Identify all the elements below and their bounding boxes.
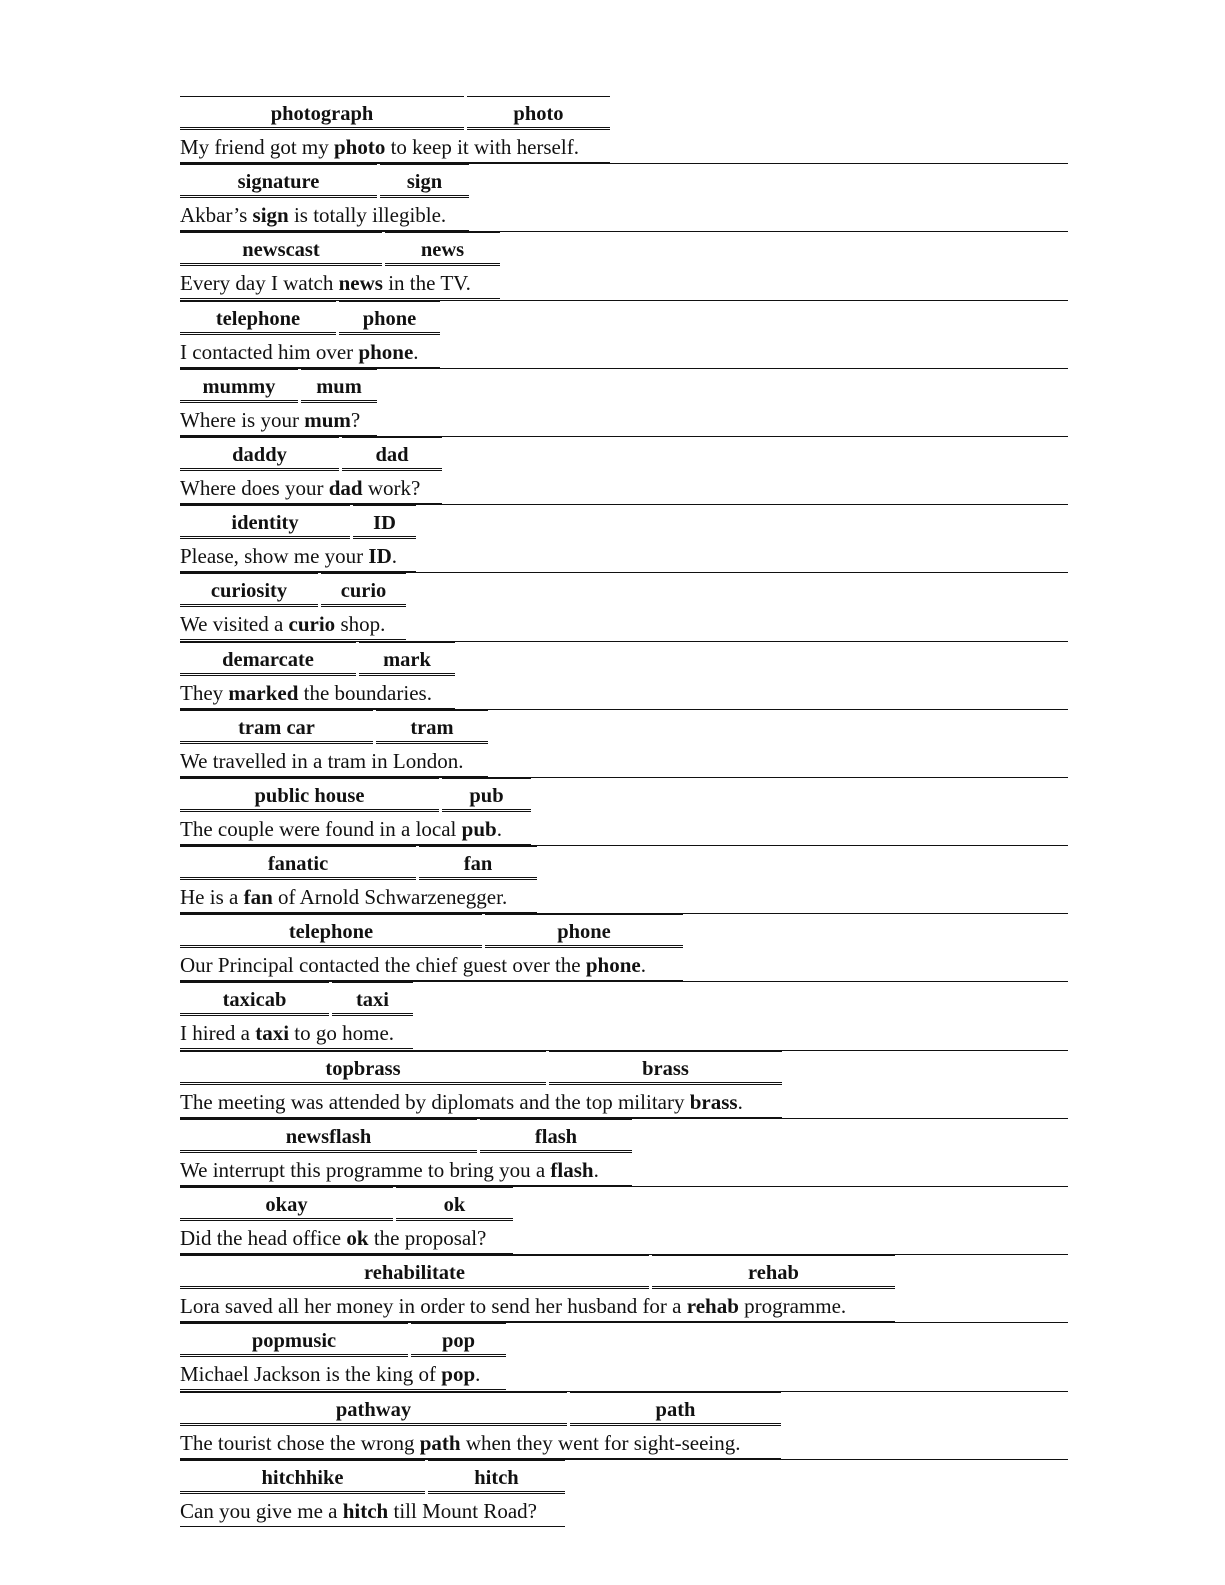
example-sentence: [180, 1494, 565, 1527]
sentence-text: Michael Jackson is the king of: [180, 1362, 442, 1387]
short-word: pub: [442, 778, 531, 812]
sentence-text: Every day I watch: [180, 271, 339, 296]
short-word: pop: [411, 1323, 506, 1357]
sentence-keyword: pop: [441, 1362, 476, 1387]
example-sentence: [180, 130, 610, 163]
sentence-text: Lora saved all her money in order to send her husband for a: [180, 1294, 687, 1319]
sentence-text: We travelled in a tram in London.: [180, 748, 464, 773]
word-entry: [180, 301, 1068, 369]
word-entry: [180, 1051, 1068, 1119]
word-entry: [180, 369, 1068, 437]
word-pair: [180, 710, 488, 744]
sentence-keyword: curio: [288, 612, 336, 637]
sentence-text: programme.: [738, 1294, 847, 1319]
sentence-text: We interrupt this programme to bring you a: [180, 1157, 551, 1182]
short-word: phone: [339, 301, 440, 335]
short-word: taxi: [332, 982, 413, 1016]
example-sentence: [180, 948, 683, 981]
short-word: path: [570, 1392, 781, 1426]
word-entry: [180, 1255, 1068, 1323]
sentence-text: when they went for sight-seeing.: [460, 1430, 741, 1455]
word-pair: [180, 232, 500, 266]
word-entry: [180, 1460, 1068, 1528]
sentence-text: .: [391, 544, 397, 569]
word-pair: [180, 1255, 895, 1289]
sentence-text: Please, show me your: [180, 544, 369, 569]
sentence-keyword: path: [419, 1430, 461, 1455]
short-word: fan: [419, 846, 537, 880]
sentence-keyword: mum: [304, 407, 351, 432]
full-word: mummy: [180, 369, 298, 403]
sentence-text: in the TV.: [382, 271, 471, 296]
sentence-keyword: flash: [550, 1157, 594, 1182]
sentence-text: Our Principal contacted the chief guest over the: [180, 953, 586, 978]
full-word: curiosity: [180, 573, 318, 607]
full-word: signature: [180, 164, 377, 198]
example-sentence: [180, 335, 440, 368]
example-sentence: [180, 880, 537, 913]
sentence-keyword: sign: [252, 203, 289, 228]
word-pair: [180, 573, 406, 607]
sentence-text: Where is your: [180, 407, 305, 432]
full-word: demarcate: [180, 642, 356, 676]
sentence-keyword: rehab: [686, 1294, 739, 1319]
word-pair: [180, 369, 377, 403]
sentence-keyword: fan: [243, 885, 273, 910]
sentence-text: .: [737, 1089, 743, 1114]
sentence-text: is totally illegible.: [288, 203, 447, 228]
example-sentence: [180, 744, 488, 777]
sentence-text: the proposal?: [368, 1226, 487, 1250]
short-word: brass: [549, 1051, 782, 1085]
sentence-keyword: hitch: [342, 1498, 389, 1523]
word-entry: [180, 1187, 1068, 1255]
example-sentence: [180, 1085, 782, 1118]
short-word: hitch: [428, 1460, 565, 1494]
sentence-text: till Mount Road?: [388, 1498, 537, 1523]
example-sentence: [180, 1289, 895, 1322]
word-pair: [180, 1460, 565, 1494]
full-word: telephone: [180, 914, 482, 948]
example-sentence: [180, 198, 469, 231]
full-word: tram car: [180, 710, 373, 744]
sentence-text: work?: [362, 475, 421, 500]
sentence-text: They: [180, 680, 229, 705]
sentence-text: .: [496, 816, 502, 841]
example-sentence: [180, 1357, 506, 1390]
example-sentence: [180, 812, 531, 845]
full-word: fanatic: [180, 846, 416, 880]
short-word: tram: [376, 710, 488, 744]
sentence-text: ?: [350, 407, 361, 432]
word-pair: [180, 505, 416, 539]
word-list: [180, 96, 1068, 1528]
word-entry: [180, 1392, 1068, 1460]
sentence-text: The meeting was attended by diplomats and the top military: [180, 1089, 690, 1114]
word-entry: [180, 1323, 1068, 1391]
word-entry: [180, 1119, 1068, 1187]
sentence-text: My friend got my: [180, 135, 334, 159]
sentence-text: the boundaries.: [298, 680, 432, 705]
short-word: dad: [342, 437, 442, 471]
word-pair: [180, 437, 442, 471]
short-word: phone: [485, 914, 683, 948]
short-word: mum: [301, 369, 377, 403]
short-word: curio: [321, 573, 406, 607]
sentence-text: I hired a: [180, 1021, 256, 1046]
full-word: topbrass: [180, 1051, 546, 1085]
full-word: daddy: [180, 437, 339, 471]
example-sentence: [180, 1016, 413, 1049]
sentence-text: shop.: [335, 612, 386, 637]
sentence-text: .: [475, 1362, 481, 1387]
sentence-keyword: pub: [461, 816, 497, 841]
word-pair: [180, 164, 469, 198]
short-word: sign: [380, 164, 469, 198]
sentence-text: .: [593, 1157, 599, 1182]
word-entry: [180, 505, 1068, 573]
full-word: taxicab: [180, 982, 329, 1016]
word-entry: [180, 778, 1068, 846]
full-word: hitchhike: [180, 1460, 425, 1494]
short-word: ok: [396, 1187, 513, 1221]
example-sentence: [180, 1221, 513, 1254]
sentence-text: Akbar’s: [180, 203, 253, 228]
example-sentence: [180, 471, 442, 504]
example-sentence: [180, 607, 406, 640]
sentence-keyword: photo: [333, 135, 386, 159]
word-pair: [180, 982, 413, 1016]
word-entry: [180, 96, 1068, 164]
sentence-text: .: [413, 339, 419, 364]
sentence-keyword: phone: [358, 339, 414, 364]
word-pair: [180, 1051, 782, 1085]
word-pair: [180, 301, 440, 335]
word-entry: [180, 642, 1068, 710]
short-word: photo: [467, 96, 610, 130]
sentence-text: .: [640, 953, 646, 978]
sentence-keyword: ID: [368, 544, 392, 569]
sentence-text: Did the head office: [180, 1226, 347, 1250]
short-word: flash: [480, 1119, 632, 1153]
full-word: identity: [180, 505, 350, 539]
short-word: mark: [359, 642, 455, 676]
word-pair: [180, 1392, 781, 1426]
sentence-text: of Arnold Schwarzenegger.: [272, 885, 508, 910]
short-word: news: [385, 232, 500, 266]
sentence-keyword: marked: [228, 680, 299, 705]
example-sentence: [180, 403, 377, 436]
word-pair: [180, 1187, 513, 1221]
sentence-keyword: brass: [689, 1089, 738, 1114]
word-entry: [180, 982, 1068, 1050]
sentence-text: The tourist chose the wrong: [180, 1430, 420, 1455]
sentence-text: Can you give me a: [180, 1498, 343, 1523]
full-word: popmusic: [180, 1323, 408, 1357]
example-sentence: [180, 1153, 632, 1186]
full-word: pathway: [180, 1392, 567, 1426]
sentence-keyword: news: [338, 271, 383, 296]
word-pair: [180, 846, 537, 880]
example-sentence: [180, 1426, 781, 1459]
word-pair: [180, 914, 683, 948]
word-entry: [180, 914, 1068, 982]
example-sentence: [180, 539, 416, 572]
word-entry: [180, 164, 1068, 232]
word-pair: [180, 96, 610, 130]
sentence-text: to keep it with herself.: [385, 135, 579, 159]
full-word: photograph: [180, 96, 464, 130]
full-word: telephone: [180, 301, 336, 335]
word-pair: [180, 642, 455, 676]
sentence-keyword: ok: [346, 1226, 369, 1250]
full-word: public house: [180, 778, 439, 812]
full-word: okay: [180, 1187, 393, 1221]
sentence-text: to go home.: [289, 1021, 395, 1046]
full-word: rehabilitate: [180, 1255, 649, 1289]
word-pair: [180, 1323, 506, 1357]
short-word: ID: [353, 505, 416, 539]
sentence-text: We visited a: [180, 612, 289, 637]
sentence-text: I contacted him over: [180, 339, 359, 364]
word-pair: [180, 778, 531, 812]
sentence-text: Where does your: [180, 475, 329, 500]
sentence-keyword: taxi: [255, 1021, 290, 1046]
sentence-keyword: dad: [328, 475, 363, 500]
sentence-keyword: phone: [585, 953, 641, 978]
short-word: rehab: [652, 1255, 895, 1289]
example-sentence: [180, 676, 455, 709]
full-word: newscast: [180, 232, 382, 266]
example-sentence: [180, 266, 500, 299]
word-entry: [180, 846, 1068, 914]
word-entry: [180, 437, 1068, 505]
word-entry: [180, 573, 1068, 641]
word-entry: [180, 232, 1068, 300]
full-word: newsflash: [180, 1119, 477, 1153]
word-entry: [180, 710, 1068, 778]
sentence-text: The couple were found in a local: [180, 816, 462, 841]
word-pair: [180, 1119, 632, 1153]
sentence-text: He is a: [180, 885, 244, 910]
